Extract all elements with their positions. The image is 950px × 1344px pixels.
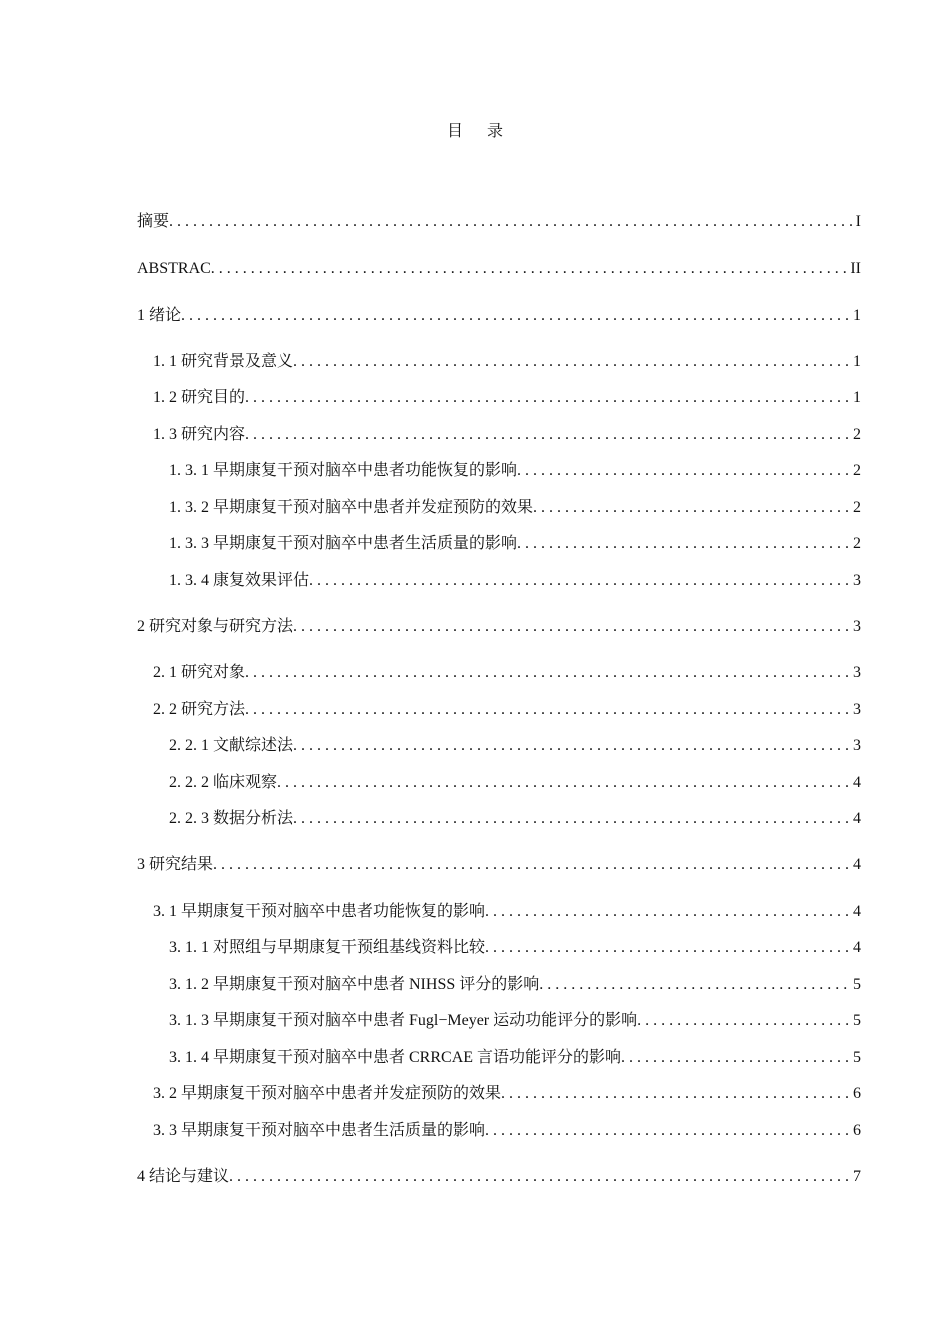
toc-entry[interactable] [137, 615, 861, 639]
toc-entry[interactable] [153, 386, 861, 410]
toc-page-number: 5 [853, 976, 861, 993]
toc-page-number: 1 [853, 389, 861, 406]
toc-leader-dots [309, 569, 850, 593]
toc-entry-text: 3. 1. 2 早期康复干预对脑卒中患者 NIHSS 评分的影响 [169, 976, 540, 993]
toc-leader-dots [517, 459, 850, 483]
toc-entry-text: 3. 2 早期康复干预对脑卒中患者并发症预防的效果 [153, 1085, 502, 1102]
toc-entry[interactable] [137, 304, 861, 328]
toc-entry-text: 3. 3 早期康复干预对脑卒中患者生活质量的影响 [153, 1122, 486, 1139]
toc-entry[interactable] [153, 350, 861, 374]
toc-entry-text: 2. 2. 2 临床观察 [169, 774, 278, 791]
toc-entry-text: 1. 2 研究目的 [153, 389, 246, 406]
toc-entry-text: 1. 3. 1 早期康复干预对脑卒中患者功能恢复的影响 [169, 462, 518, 479]
toc-leader-dots [533, 496, 850, 520]
toc-page-number: 3 [853, 664, 861, 681]
toc-leader-dots [245, 661, 850, 685]
toc-page-number: 3 [853, 701, 861, 718]
toc-entry[interactable] [169, 807, 861, 831]
toc-page-number: 3 [853, 618, 861, 635]
toc-entry[interactable] [169, 1009, 861, 1033]
toc-entry-text: 2. 2. 1 文献综述法 [169, 737, 294, 754]
toc-leader-dots [245, 423, 850, 447]
toc-leader-dots [293, 350, 850, 374]
toc-entry-text: 2. 1 研究对象 [153, 664, 246, 681]
toc-leader-dots [485, 900, 850, 924]
toc-entry-text: 3. 1. 4 早期康复干预对脑卒中患者 CRRCAE 言语功能评分的影响 [169, 1049, 622, 1066]
toc-title: 目 录 [446, 123, 513, 140]
toc-leader-dots [501, 1082, 850, 1106]
toc-leader-dots [485, 936, 850, 960]
toc-entry[interactable] [153, 698, 861, 722]
toc-leader-dots [621, 1046, 850, 1070]
toc-entry[interactable] [153, 1082, 861, 1106]
toc-leader-dots [169, 210, 853, 234]
toc-entry[interactable] [137, 257, 861, 281]
toc-entry[interactable] [137, 853, 861, 877]
toc-leader-dots [637, 1009, 850, 1033]
toc-entry-text: 1. 3 研究内容 [153, 426, 246, 443]
toc-entry-text: 2. 2 研究方法 [153, 701, 246, 718]
toc-page-number: 3 [853, 572, 861, 589]
toc-leader-dots [539, 973, 850, 997]
toc-page-number: 3 [853, 737, 861, 754]
toc-entry-text: 摘要 [137, 213, 170, 230]
toc-entry[interactable] [153, 900, 861, 924]
toc-page-number: 4 [853, 856, 861, 873]
toc-entry[interactable] [137, 210, 861, 234]
toc-entry-text: 2 研究对象与研究方法 [137, 618, 294, 635]
toc-entry[interactable] [137, 1165, 861, 1189]
toc-entry-text: 3. 1 早期康复干预对脑卒中患者功能恢复的影响 [153, 903, 486, 920]
toc-entry-text: 1. 1 研究背景及意义 [153, 353, 294, 370]
toc-page-number: 1 [853, 307, 861, 324]
toc-page-number: 2 [853, 499, 861, 516]
toc-entry[interactable] [169, 973, 861, 997]
toc-page-number: 7 [853, 1168, 861, 1185]
toc-entry[interactable] [153, 661, 861, 685]
toc-page-number: 5 [853, 1049, 861, 1066]
toc-page-number: 4 [853, 810, 861, 827]
toc-page-number: 2 [853, 535, 861, 552]
toc-entry-text: 3. 1. 1 对照组与早期康复干预组基线资料比较 [169, 939, 486, 956]
toc-entry-text: 1. 3. 4 康复效果评估 [169, 572, 310, 589]
toc-entry[interactable] [169, 532, 861, 556]
toc-leader-dots [277, 771, 850, 795]
toc-leader-dots [213, 853, 850, 877]
toc-leader-dots [181, 304, 850, 328]
toc-entry[interactable] [169, 569, 861, 593]
toc-page-number: 4 [853, 939, 861, 956]
toc-entry[interactable] [169, 1046, 861, 1070]
toc-entry[interactable] [169, 734, 861, 758]
toc-entry-text: ABSTRAC [137, 260, 211, 277]
toc-page-number: 6 [853, 1122, 861, 1139]
toc-entry-text: 3 研究结果 [137, 856, 214, 873]
toc-leader-dots [245, 698, 850, 722]
toc-page-number: 5 [853, 1012, 861, 1029]
toc-entry-text: 3. 1. 3 早期康复干预对脑卒中患者 Fugl−Meyer 运动功能评分的影响 [169, 1012, 638, 1029]
toc-entry-text: 1 绪论 [137, 307, 182, 324]
toc-leader-dots [245, 386, 850, 410]
toc-entry[interactable] [169, 459, 861, 483]
toc-entry[interactable] [169, 496, 861, 520]
toc-leader-dots [485, 1119, 850, 1143]
toc-page-number: II [850, 260, 861, 277]
toc-leader-dots [293, 807, 850, 831]
toc-entry-text: 2. 2. 3 数据分析法 [169, 810, 294, 827]
toc-entry-text: 4 结论与建议 [137, 1168, 230, 1185]
toc-page-number: 4 [853, 774, 861, 791]
toc-leader-dots [293, 615, 850, 639]
toc-page-number: 2 [853, 462, 861, 479]
toc-leader-dots [517, 532, 850, 556]
toc-leader-dots [211, 257, 848, 281]
toc-leader-dots [293, 734, 850, 758]
toc-leader-dots [229, 1165, 850, 1189]
toc-page-number: 6 [853, 1085, 861, 1102]
toc-entry[interactable] [153, 423, 861, 447]
toc-entry-text: 1. 3. 3 早期康复干预对脑卒中患者生活质量的影响 [169, 535, 518, 552]
toc-entry[interactable] [153, 1119, 861, 1143]
toc-page-number: 2 [853, 426, 861, 443]
toc-page-number: 4 [853, 903, 861, 920]
toc-page-number: 1 [853, 353, 861, 370]
toc-page-number: I [855, 213, 861, 230]
toc-entry[interactable] [169, 936, 861, 960]
toc-entry-text: 1. 3. 2 早期康复干预对脑卒中患者并发症预防的效果 [169, 499, 534, 516]
toc-entry[interactable] [169, 771, 861, 795]
